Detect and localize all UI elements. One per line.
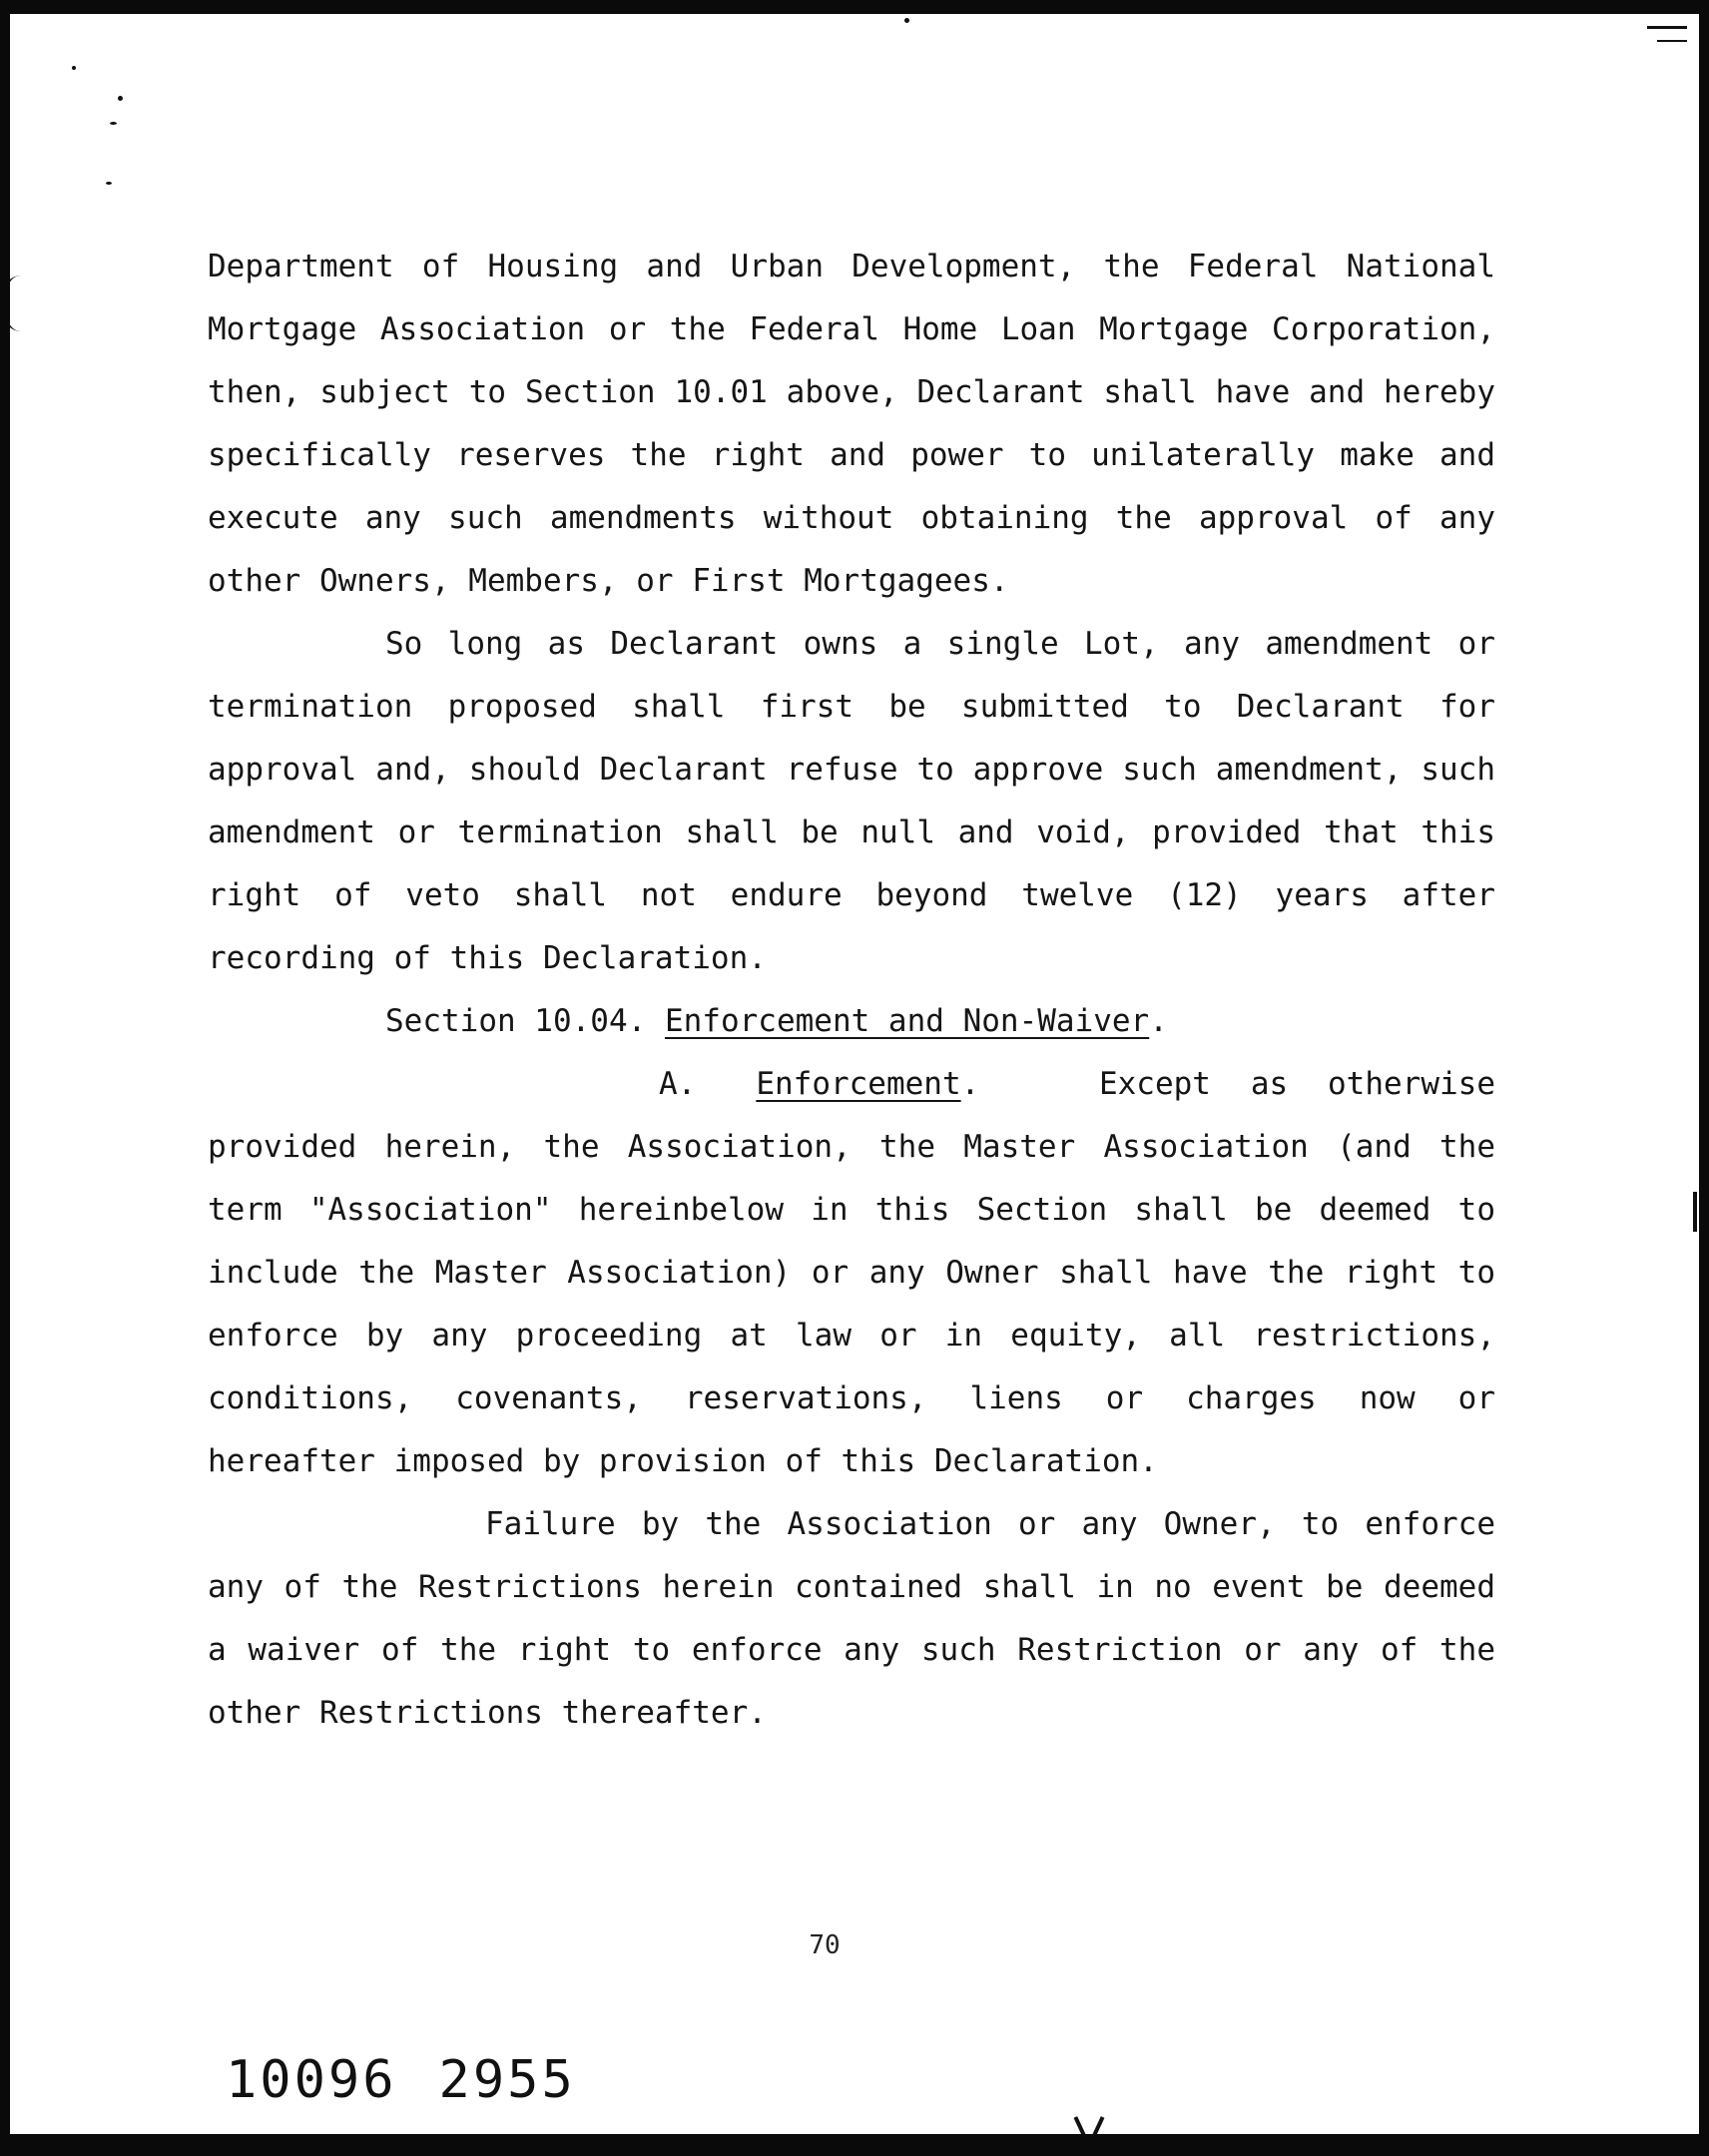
paragraph-amendments-approval: Department of Housing and Urban Development, the Federal National Mortgage Association or the Federal Home Loan Mortgage Corporation, then, subject to Section 10.01 above, Declarant shall have and hereby specifically reserves the right and power to unilaterally make and execute any such amendments without obtaining the approval of any other Owners, Members, or First Mortgagees. [208,249,1495,599]
subsection-text: Except as otherwise provided herein, the Association, the Master Association (and the term "Association" hereinbelow in this Section shall be deemed to include the Master Association) or any Owner shall have the right to enforce by any proceeding at law or in equity, all restrictions, conditions, covenants, reservations, liens or charges now or hereafter imposed by provision of this Declaration. [208,1066,1495,1479]
scan-speck [1657,40,1687,42]
scan-speck [118,96,123,101]
scan-speck [72,66,76,70]
recording-stamp [226,2050,576,2110]
scan-speck [904,18,909,23]
stamp-page-number: 2955 [438,2050,576,2110]
document-body [208,236,1495,1745]
scan-speck [1647,26,1687,29]
section-number: Section 10.04. [385,1003,647,1039]
paragraph-non-waiver: Failure by the Association or any Owner, to enforce any of the Restrictions herein contained shall in no event be deemed a waiver of the right to enforce any such Restriction or any of the other Restrictions thereafter. [208,1506,1495,1731]
paragraph-declarant-veto: So long as Declarant owns a single Lot, any amendment or termination proposed shall first be submitted to Declarant for approval and, should Declarant refuse to approve such amendment, such amendment or termination shall be null and void, provided that this right of veto shall not endure beyond twelve (12) years after recording of this Declaration. [208,626,1495,976]
subsection-letter: A. [659,1066,697,1102]
scan-speck [1092,2116,1105,2134]
scan-edge-mark [10,275,21,331]
section-title: Enforcement and Non-Waiver [664,1003,1150,1039]
section-heading [208,990,1495,1053]
page-number: 70 [809,1930,841,1960]
stamp-book-number: 10096 [226,2050,397,2110]
subsection-title-period: . [960,1066,980,1102]
scan-speck [1693,1192,1697,1232]
scan-speck [106,182,112,185]
document-page [10,14,1699,2134]
scan-speck [1074,2116,1087,2134]
subsection-enforcement [208,1053,1495,1493]
section-title-period: . [1149,1003,1168,1039]
subsection-title: Enforcement [756,1066,961,1102]
scan-speck [110,122,117,125]
